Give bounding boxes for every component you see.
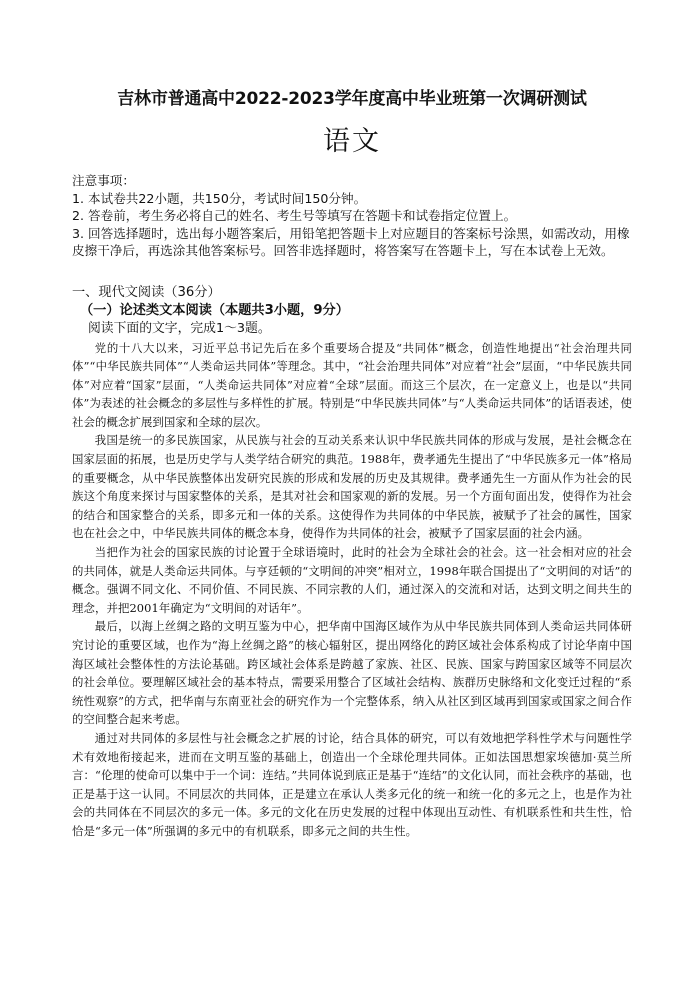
section-heading: 一、现代文阅读（36分） — [72, 284, 221, 300]
passage-paragraph-1: 党的十八大以来，习近平总书记先后在多个重要场合提及“共同体”概念，创造性地提出“社会治理共同体”“中华民族共同体”“人类命运共同体”等理念。其中，“社会治理共同体”对应着“社会”层面，“中华民族共同体”对应着“国家”层面，“人类命运共同体”对应着“全球”层面。而这三个层次，在一定意义上，也是以“共同体”为表述的社会概念的多层性与多样性的扩展。特别是“中华民族共同体”与“人类命运共同体”的话语表述，使社会的概念扩展到国家和全球的层次。 — [72, 340, 632, 429]
passage-paragraph-2: 我国是统一的多民族国家，从民族与社会的互动关系来认识中华民族共同体的形成与发展，是社会概念在国家层面的拓展，也是历史学与人类学结合研究的典范。1988年，费孝通先生提出了“中华民族多元一体”格局的重要概念，从中华民族整体出发研究民族的形成和发展的历史及其规律。费孝通先生一方面从作为社会的民族这个角度来探讨与国家整体的关系，是其对社会和国家观的新的发展。另一个方面旬面出发，使得作为社会的结合和国家整合的关系，即多元和一体的关系。这使得作为共同体的中华民族，被赋予了社会的属性，国家也在社会之中，中华民族共同体的概念本身，使得作为共同体的社会，被赋予了国家层面的社会内涵。 — [72, 433, 632, 541]
subject-title: 语文 — [323, 126, 381, 157]
passage-paragraph-3: 当把作为社会的国家民族的讨论置于全球语境时，此时的社会为全球社会的社会。这一社会相对应的社会的共同体，就是人类命运共同体。与亨廷顿的“文明间的冲突”相对立，1998年联合国提出了“文明间的对话”的概念。强调不同文化、不同价值、不同民族、不同宗教的人们，通过深入的交流和对话，达到文明之间共生的理念，并把2001年确定为“文明间的对话年”。 — [72, 545, 632, 615]
reading-instruction: 阅读下面的文字，完成1～3题。 — [88, 320, 271, 336]
notice-item-1: 1. 本试卷共22小题，共150分，考试时间150分钟。 — [72, 190, 367, 206]
notice-item-2: 2. 答卷前，考生务必将自己的姓名、考生号等填写在答题卡和试卷指定位置上。 — [72, 208, 517, 223]
reading-passage — [72, 339, 632, 841]
notice-block — [72, 172, 632, 260]
passage-paragraph-5: 通过对共同体的多层性与社会概念之扩展的讨论，结合具体的研究，可以有效地把学科性学术与问题性学术有效地衔接起来，进而在文明互鉴的基础上，创造出一个全球伦理共同体。正如法国思想家埃德加·莫兰所言：“伦理的使命可以集中于一个词：连结。”共同体说到底正是基于“连结”的文化认同，而社会秩序的基础，也正是基于这一认同。不同层次的共同体，正是建立在承认人类多元化的统一和统一化的多元之上，也是作为社会的共同体在不同层次的多元一体。多元的文化在历史发展的过程中体现出互动性、有机联系性和共生性，恰恰是“多元一体”所强调的多元中的有机联系，即多元之间的共生性。 — [72, 730, 632, 838]
notice-item-3: 3. 回答选择题时，选出每小题答案后，用铅笔把答题卡上对应题目的答案标号涂黑，如需改动，用橡皮擦干净后，再选涂其他答案标号。回答非选择题时，将答案写在答题卡上，写在本试卷上无效。 — [72, 225, 630, 258]
sub-section-heading: （一）论述类文本阅读（本题共3小题，9分） — [80, 302, 349, 318]
passage-paragraph-4: 最后，以海上丝绸之路的文明互鉴为中心，把华南中国海区域作为从中华民族共同体到人类命运共同体研究讨论的重要区域，也作为“海上丝绸之路”的核心辐射区，提出网络化的跨区域社会体系构成了讨论华南中国海区域社会整体性的方法论基础。跨区域社会体系是跨越了家族、社区、民族、国家与跨国家区域等不同层次的社会单位。要理解区域社会的基本特点，需要采用整合了区域社会结构、族群历史脉络和文化变迁过程的“系统性观察”的方式，把华南与东南亚社会的研究作为一个完整体系，纳入从社区到区域再到国家或国家之间合作的空间整合起来考虑。 — [72, 619, 632, 727]
exam-title: 吉林市普通高中2022-2023学年度高中毕业班第一次调研测试 — [117, 89, 587, 109]
notice-heading: 注意事项： — [72, 173, 135, 188]
